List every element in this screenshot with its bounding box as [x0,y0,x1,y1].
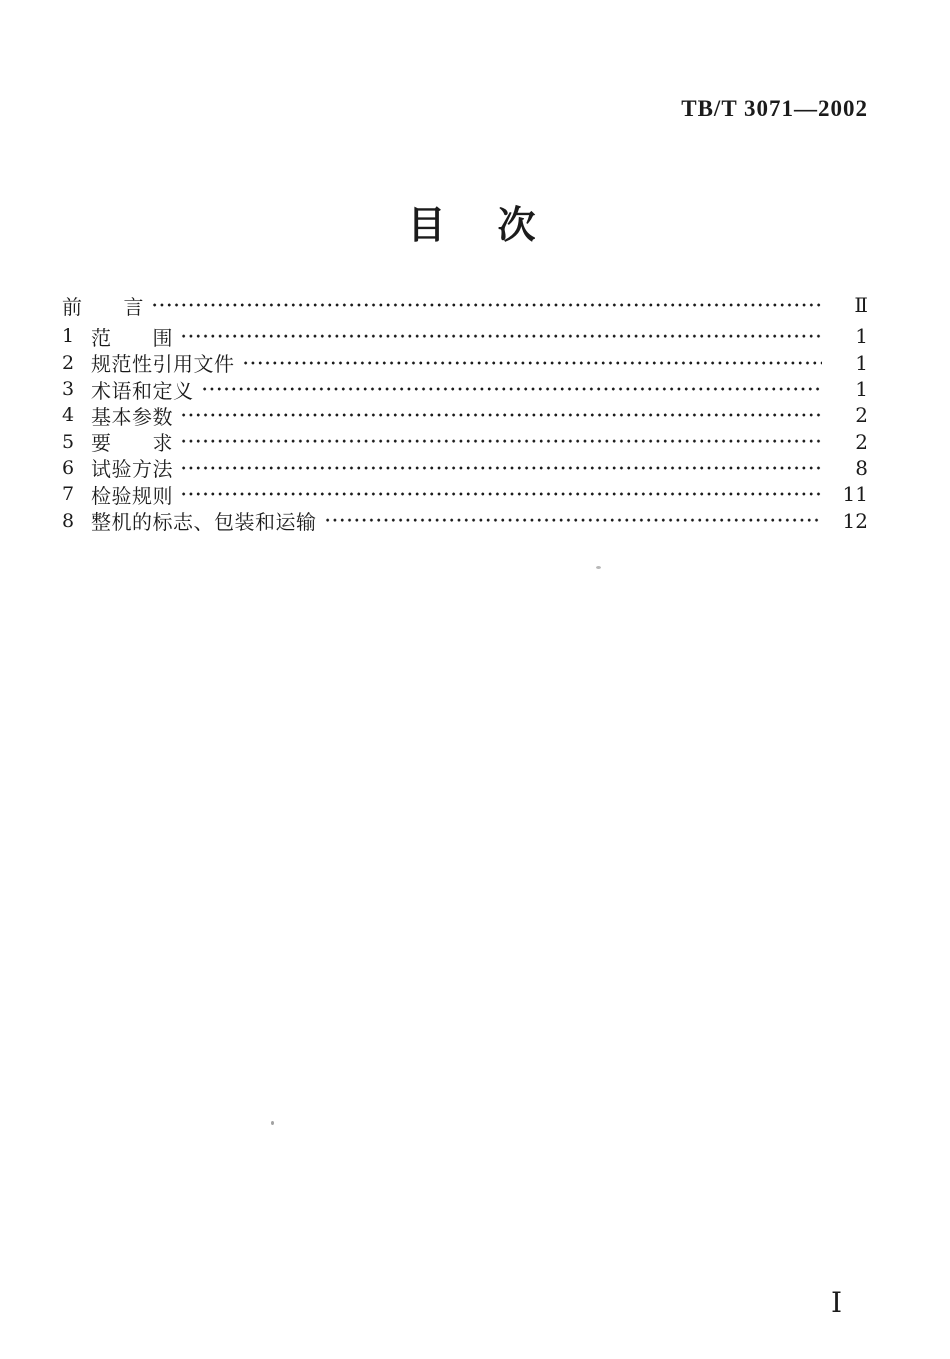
toc-entry-label: 要 求 [91,433,173,456]
toc-entry-label: 术语和定义 [91,380,194,403]
toc-entry-page: 1 [855,324,868,349]
dot-leader [242,350,823,376]
dot-leader [180,323,822,349]
toc-entry-page: 11 [842,482,868,507]
toc-entry-number: 2 [62,351,75,374]
toc-entry-number: 3 [62,378,75,401]
scan-artifact-speck [271,1121,274,1125]
footer-page-number: Ⅰ [831,1286,843,1319]
toc-entry-number: 8 [62,509,75,532]
toc-entry [62,507,868,533]
toc-entry-number: 4 [62,404,75,427]
toc-entry-page: 1 [855,350,868,375]
toc-entry [62,402,868,428]
toc-entry-page: 8 [855,455,868,480]
toc-entry [62,455,868,481]
toc-entry-label: 前 言 [62,296,144,319]
dot-leader [201,376,823,402]
dot-leader [180,402,822,428]
table-of-contents [62,292,868,534]
toc-entry-number: 7 [62,483,75,506]
toc-entry-number: 1 [62,325,75,348]
dot-leader [180,481,822,507]
toc-entry [62,481,868,507]
scan-artifact-speck [596,566,601,569]
toc-entry-page: 1 [855,377,868,402]
toc-entry-label: 试验方法 [91,459,173,482]
toc-entry-label: 检验规则 [91,485,173,508]
toc-entry-label: 规范性引用文件 [91,354,235,377]
toc-entry-label: 范 围 [91,327,173,350]
toc-entry-number: 6 [62,456,75,479]
toc-entry-page: 2 [855,403,868,428]
page-title: 目 次 [407,205,543,247]
dot-leader [324,507,823,533]
toc-entry-label: 整机的标志、包装和运输 [91,512,317,535]
toc-entry [62,323,868,349]
toc-entry [62,350,868,376]
dot-leader [180,455,822,481]
toc-entry-page: Ⅱ [854,293,868,318]
dot-leader [151,292,822,318]
toc-entry [62,376,868,402]
dot-leader [180,428,822,454]
toc-entry-page: 2 [855,429,868,454]
toc-entry-label: 基本参数 [91,406,173,429]
toc-entry [62,292,868,318]
standard-number-header: TB/T 3071—2002 [681,96,868,121]
toc-entry-page: 12 [842,508,868,533]
toc-entry-number: 5 [62,430,75,453]
toc-entry [62,428,868,454]
